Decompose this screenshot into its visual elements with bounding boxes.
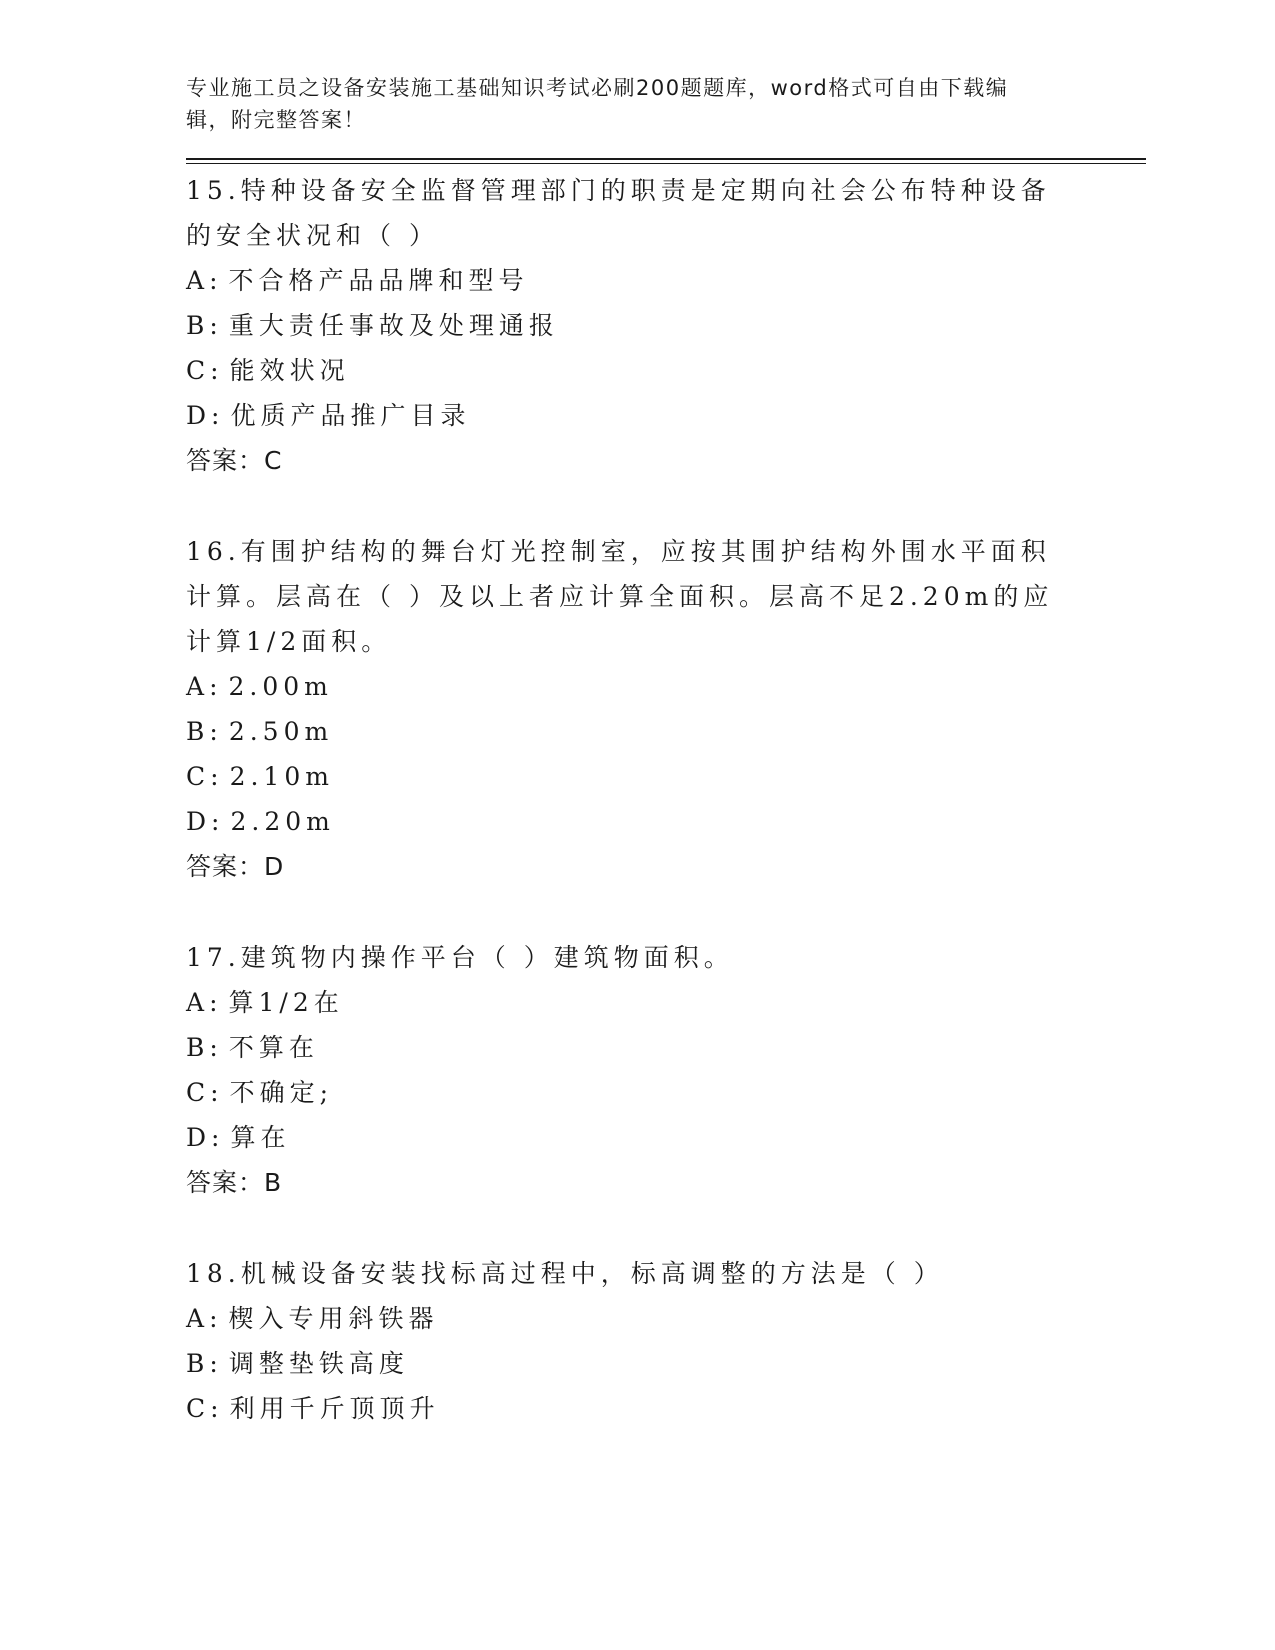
option-letter: D	[186, 401, 212, 430]
option-text: 算在	[230, 1123, 291, 1152]
option-d: D: 优质产品推广目录	[186, 401, 471, 430]
option-c: C: 不确定;	[186, 1078, 334, 1107]
option-text: 不算在	[228, 1033, 319, 1062]
option-d: D: 算在	[186, 1123, 291, 1152]
answer-line: 答案：C	[186, 446, 283, 475]
option-b: B: 不算在	[186, 1033, 319, 1062]
option-letter: C	[186, 1394, 211, 1423]
option-text: 2.10m	[229, 762, 334, 791]
document-page	[186, 72, 1146, 1431]
option-c: C: 利用千斤顶顶升	[186, 1394, 440, 1423]
question-stem: 16.有围护结构的舞台灯光控制室，应按其围护结构外围水平面积计算。层高在（ ）及以上者应计算全面积。层高不足2.20m的应计算1/2面积。	[186, 537, 1054, 656]
option-c: C: 能效状况	[186, 356, 350, 385]
option-text: 2.50m	[228, 717, 334, 746]
option-letter: B	[186, 1033, 210, 1062]
question-stem: 18.机械设备安装找标高过程中，标高调整的方法是（ ）	[186, 1259, 944, 1288]
option-a: A: 不合格产品品牌和型号	[186, 266, 529, 295]
option-text: 算1/2在	[228, 988, 344, 1017]
option-text: 重大责任事故及处理通报	[228, 311, 559, 340]
question-18	[186, 1251, 1066, 1431]
option-text: 调整垫铁高度	[228, 1349, 409, 1378]
option-letter: B	[186, 717, 210, 746]
option-letter: D	[186, 1123, 212, 1152]
option-letter: A	[186, 1304, 210, 1333]
option-text: 能效状况	[229, 356, 350, 385]
option-letter: D	[186, 807, 212, 836]
option-d: D: 2.20m	[186, 807, 335, 836]
option-letter: C	[186, 1078, 211, 1107]
option-b: B: 重大责任事故及处理通报	[186, 311, 559, 340]
option-letter: B	[186, 311, 210, 340]
option-text: 2.00m	[228, 672, 333, 701]
option-letter: C	[186, 356, 211, 385]
question-16	[186, 529, 1066, 889]
document-header: 专业施工员之设备安装施工基础知识考试必刷200题题库，word格式可自由下载编辑，附完整答案！	[186, 76, 1009, 132]
option-text: 优质产品推广目录	[230, 401, 471, 430]
header-rule-thick	[186, 158, 1146, 160]
option-text: 不合格产品品牌和型号	[228, 266, 529, 295]
option-a: A: 算1/2在	[186, 988, 344, 1017]
option-c: C: 2.10m	[186, 762, 334, 791]
option-letter: A	[186, 266, 210, 295]
option-letter: C	[186, 762, 211, 791]
option-text: 不确定;	[229, 1078, 334, 1107]
question-17	[186, 935, 1066, 1205]
option-a: A: 2.00m	[186, 672, 333, 701]
option-letter: A	[186, 672, 210, 701]
option-letter: A	[186, 988, 210, 1017]
option-a: A: 楔入专用斜铁器	[186, 1304, 439, 1333]
option-text: 利用千斤顶顶升	[229, 1394, 440, 1423]
question-15	[186, 168, 1066, 483]
option-b: B: 2.50m	[186, 717, 334, 746]
option-b: B: 调整垫铁高度	[186, 1349, 409, 1378]
question-stem: 17.建筑物内操作平台（ ）建筑物面积。	[186, 943, 734, 972]
answer-line: 答案：D	[186, 852, 285, 881]
header-rule-thin	[186, 163, 1146, 164]
option-letter: B	[186, 1349, 210, 1378]
question-stem: 15.特种设备安全监督管理部门的职责是定期向社会公布特种设备的安全状况和（ ）	[186, 176, 1051, 250]
option-text: 2.20m	[230, 807, 335, 836]
answer-line: 答案：B	[186, 1168, 283, 1197]
option-text: 楔入专用斜铁器	[228, 1304, 439, 1333]
